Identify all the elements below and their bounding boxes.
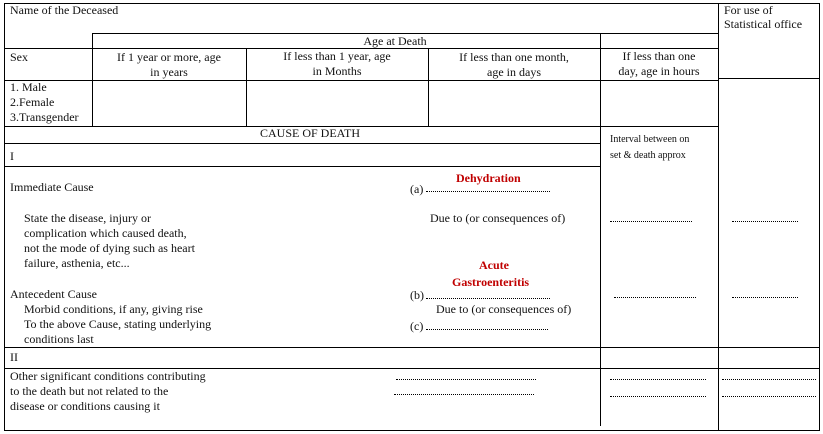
interval-label-2: set & death approx <box>610 150 686 161</box>
border-right <box>819 3 820 430</box>
state-text-line3: not the mode of dying such as heart <box>24 241 195 255</box>
cause-a-value: Dehydration <box>456 171 521 185</box>
line-section2-top <box>4 347 819 348</box>
interval-b-dots <box>614 297 696 298</box>
cause-c-marker: (c) <box>410 319 424 333</box>
other-interval-dots-2 <box>610 396 706 397</box>
other-text-line2: to the death but not related to the <box>10 384 169 398</box>
line-section1-bottom <box>4 166 600 167</box>
other-stat-dots-1 <box>722 379 816 380</box>
cause-c-dots <box>426 329 548 330</box>
divider-col4 <box>600 33 601 126</box>
immediate-cause-label: Immediate Cause <box>10 180 94 194</box>
age-col2-line2: in Months <box>312 64 362 78</box>
statistical-divider <box>718 3 719 430</box>
cause-a-dots <box>426 191 550 192</box>
antecedent-cause-label: Antecedent Cause <box>10 287 97 301</box>
divider-interval <box>600 126 601 426</box>
other-dots-1 <box>396 379 536 380</box>
line-cause-title-bottom <box>4 143 600 144</box>
section-two-marker: II <box>10 350 18 364</box>
age-col1-line2: in years <box>150 65 188 79</box>
state-text-line1: State the disease, injury or <box>24 211 151 225</box>
age-at-death-heading: Age at Death <box>363 34 427 48</box>
antecedent-text-line3: conditions last <box>24 332 94 346</box>
interval-a-dots <box>610 221 692 222</box>
border-top <box>4 3 820 4</box>
cause-b-marker: (b) <box>410 288 424 302</box>
antecedent-text-line2: To the above Cause, stating underlying <box>24 317 212 331</box>
age-col4-line1: If less than one <box>622 49 696 63</box>
age-col3-line2: age in days <box>487 65 541 79</box>
sex-option-female: 2.Female <box>10 95 55 109</box>
cause-b-dots <box>426 298 550 299</box>
section-one-marker: I <box>10 149 14 163</box>
other-interval-dots-1 <box>610 379 706 380</box>
border-bottom <box>4 430 820 431</box>
line-age-header-bottom <box>4 80 718 81</box>
cause-b-value-line1: Acute <box>479 258 509 272</box>
stat-b-dots <box>732 297 798 298</box>
other-stat-dots-2 <box>722 396 816 397</box>
age-col1-line1: If 1 year or more, age <box>117 50 221 64</box>
other-dots-2 <box>394 394 534 395</box>
name-of-deceased-label: Name of the Deceased <box>10 3 119 17</box>
state-text-line2: complication which caused death, <box>24 226 187 240</box>
interval-label-1: Interval between on <box>610 134 690 145</box>
age-col4-line2: day, age in hours <box>618 64 700 78</box>
due-to-label-1: Due to (or consequences of) <box>430 211 566 225</box>
border-left <box>4 3 5 430</box>
cause-b-value-line2: Gastroenteritis <box>452 275 530 289</box>
age-col2-line1: If less than 1 year, age <box>283 49 391 63</box>
line-stat-office-bottom <box>718 78 819 79</box>
cause-a-marker: (a) <box>410 182 424 196</box>
due-to-label-2: Due to (or consequences of) <box>436 302 572 316</box>
sex-option-male: 1. Male <box>10 80 47 94</box>
cause-of-death-title: CAUSE OF DEATH <box>259 126 360 140</box>
antecedent-text-line1: Morbid conditions, if any, giving rise <box>24 302 203 316</box>
sex-label: Sex <box>10 50 28 64</box>
state-text-line4: failure, asthenia, etc... <box>24 256 130 270</box>
other-text-line3: disease or conditions causing it <box>10 399 160 413</box>
age-col3-line1: If less than one month, <box>459 50 569 64</box>
statistical-office-label-2: Statistical office <box>724 17 803 31</box>
stat-a-dots <box>732 221 798 222</box>
other-text-line1: Other significant conditions contributing <box>10 369 206 383</box>
sex-option-transgender: 3.Transgender <box>10 110 79 124</box>
statistical-office-label-1: For use of <box>724 3 773 17</box>
